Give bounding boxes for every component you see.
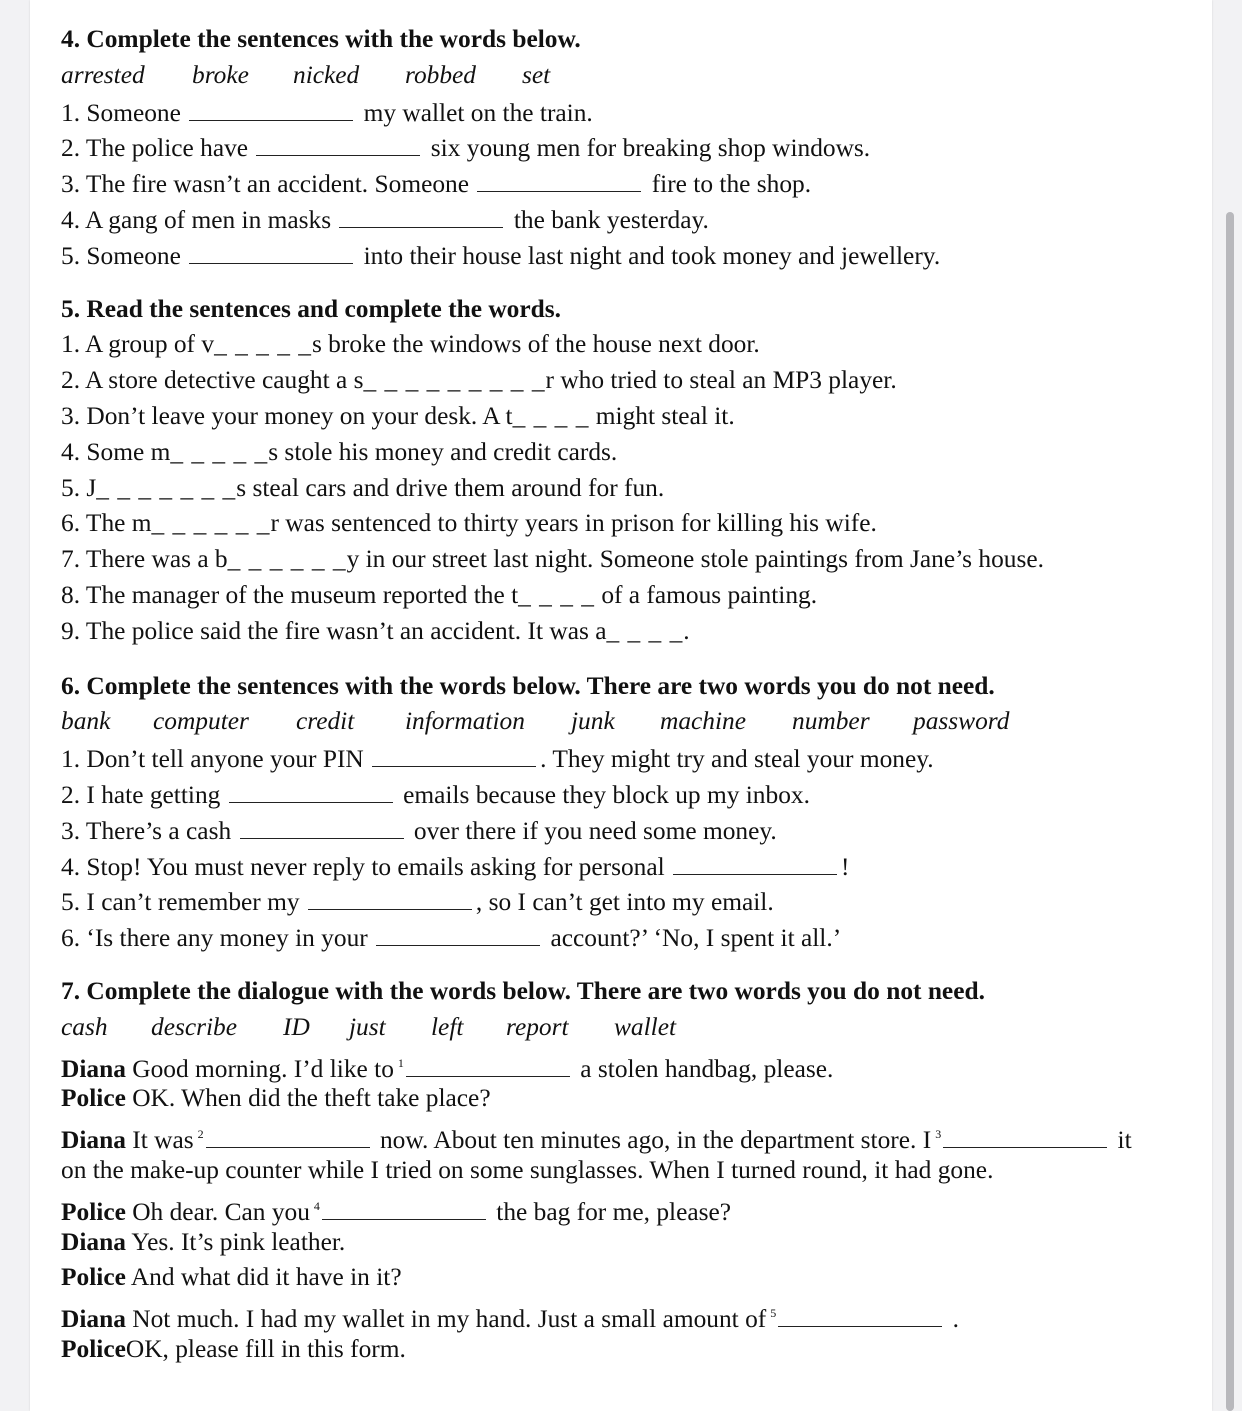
sentence-item: 2. A store detective caught a s_ _ _ _ _ _ _ _ _r who tried to steal an MP3 player.	[61, 366, 897, 395]
word-bank-item: just	[349, 1012, 386, 1041]
sentence-item: 4. Some m_ _ _ _ _s stole his money and credit cards.	[61, 437, 618, 466]
exercise-4-word-bank	[61, 58, 1201, 94]
dialogue-line: Diana Not much. I had my wallet in my hand. Just a small amount of $^5$ .	[61, 1296, 1201, 1332]
speaker-name: Diana	[61, 1126, 126, 1155]
dialogue-line: Diana Good morning. I’d like to $^1$ a stolen handbag, please.	[61, 1046, 1201, 1082]
answer-blank[interactable]	[376, 919, 540, 946]
letter-dashes[interactable]: _ _ _ _	[606, 616, 684, 645]
sentence-item: 2. The police have six young men for breaking shop windows.	[61, 129, 1201, 165]
sentence-item: 7. There was a b_ _ _ _ _ _y in our street last night. Someone stole paintings from Jane’s house.	[61, 545, 1044, 574]
word-bank-item: password	[913, 707, 1010, 736]
sentence-item: 6. ‘Is there any money in your account?’ ‘No, I spent it all.’	[61, 919, 1201, 955]
speaker-name: Police	[61, 1084, 126, 1113]
exercise-5-heading: 5. Read the sentences and complete the words.	[61, 294, 562, 323]
word-bank-item: credit	[296, 707, 355, 736]
word-bank-item: nicked	[293, 60, 360, 89]
word-bank-item: number	[792, 707, 870, 736]
letter-dashes[interactable]: _ _ _ _ _	[170, 437, 269, 466]
word-bank-item: computer	[153, 707, 249, 736]
word-bank-item: junk	[571, 707, 615, 736]
word-bank-item: wallet	[614, 1012, 677, 1041]
letter-dashes[interactable]: _ _ _ _ _	[214, 330, 312, 359]
word-bank-item: left	[431, 1012, 464, 1041]
exercise-7	[61, 974, 1201, 1368]
exercise-7-heading: 7. Complete the dialogue with the words below. There are two words you do not need.	[61, 976, 985, 1005]
sentence-item: 5. J_ _ _ _ _ _ _s steal cars and drive them around for fun.	[61, 473, 665, 502]
exercise-6-heading: 6. Complete the sentences with the words below. There are two words you do not need.	[61, 671, 995, 700]
dialogue-line: PoliceOK, please fill in this form.	[61, 1334, 406, 1363]
exercise-4-heading: 4. Complete the sentences with the words below.	[61, 25, 581, 53]
gap-number: 4	[313, 1198, 320, 1213]
word-bank-item: report	[506, 1012, 569, 1041]
exercise-4	[61, 22, 1201, 273]
letter-dashes[interactable]: _ _ _ _	[512, 401, 590, 430]
word-bank-item: information	[405, 707, 525, 736]
letter-dashes[interactable]: _ _ _ _ _ _ _ _ _	[363, 366, 546, 395]
gap-number: 1	[397, 1055, 404, 1070]
answer-blank[interactable]	[406, 1050, 570, 1077]
scrollbar-thumb[interactable]	[1226, 212, 1234, 1411]
answer-blank[interactable]	[229, 776, 393, 803]
sentence-item: 5. I can’t remember my , so I can’t get into my email.	[61, 883, 1201, 919]
exercise-6-word-bank	[61, 704, 1201, 740]
answer-blank[interactable]	[322, 1193, 486, 1220]
sentence-item: 4. A gang of men in masks the bank yesterday.	[61, 201, 1201, 237]
sentence-item: 1. Someone my wallet on the train.	[61, 94, 1201, 130]
word-bank-item: cash	[61, 1012, 108, 1041]
word-bank-item: arrested	[61, 60, 145, 89]
answer-blank[interactable]	[308, 883, 472, 910]
word-bank-item: bank	[61, 707, 111, 736]
sentence-item: 1. Don’t tell anyone your PIN . They might try and steal your money.	[61, 740, 1201, 776]
gap-number: 3	[935, 1127, 942, 1142]
speaker-name: Police	[61, 1197, 126, 1226]
dialogue-line: Diana It was $^2$ now. About ten minutes ago, in the department store. I $^3$ it	[61, 1117, 1201, 1153]
sentence-item: 3. The fire wasn’t an accident. Someone fire to the shop.	[61, 165, 1201, 201]
sentence-item: 3. There’s a cash over there if you need some money.	[61, 812, 1201, 848]
worksheet	[61, 22, 1201, 1387]
word-bank-item: describe	[151, 1012, 238, 1041]
speaker-name: Police	[61, 1334, 126, 1363]
dialogue-line: Police Oh dear. Can you $^4$ the bag for me, please?	[61, 1189, 1201, 1225]
answer-blank[interactable]	[240, 812, 404, 839]
gap-number: 5	[770, 1306, 777, 1321]
dialogue-line: Police And what did it have in it?	[61, 1263, 402, 1292]
answer-blank[interactable]	[673, 848, 837, 875]
gap-number: 2	[197, 1127, 204, 1142]
dialogue-line: Diana Yes. It’s pink leather.	[61, 1227, 346, 1256]
letter-dashes[interactable]: _ _ _ _ _ _ _	[96, 473, 237, 502]
letter-dashes[interactable]: _ _ _ _ _ _	[151, 509, 271, 538]
sentence-item: 1. A group of v_ _ _ _ _s broke the windows of the house next door.	[61, 330, 760, 359]
sentence-item: 9. The police said the fire wasn’t an accident. It was a_ _ _ _.	[61, 616, 690, 645]
answer-blank[interactable]	[206, 1121, 370, 1148]
exercise-6	[61, 669, 1201, 955]
sentence-item: 8. The manager of the museum reported the t_ _ _ _ of a famous painting.	[61, 580, 818, 609]
letter-dashes[interactable]: _ _ _ _	[518, 580, 595, 609]
answer-blank[interactable]	[943, 1121, 1107, 1148]
sentence-item: 5. Someone into their house last night and took money and jewellery.	[61, 237, 1201, 273]
sentence-item: 2. I hate getting emails because they block up my inbox.	[61, 776, 1201, 812]
speaker-name: Diana	[61, 1054, 126, 1083]
word-bank-item: set	[522, 60, 551, 89]
word-bank-item: broke	[192, 60, 249, 89]
word-bank-item: machine	[660, 707, 747, 736]
exercise-5	[61, 292, 1201, 650]
word-bank-item: robbed	[405, 60, 476, 89]
sentence-item: 6. The m_ _ _ _ _ _r was sentenced to thirty years in prison for killing his wife.	[61, 509, 877, 538]
answer-blank[interactable]	[189, 237, 353, 264]
answer-blank[interactable]	[778, 1300, 942, 1327]
answer-blank[interactable]	[256, 129, 420, 156]
answer-blank[interactable]	[372, 740, 536, 767]
answer-blank[interactable]	[339, 201, 503, 228]
sentence-item: 3. Don’t leave your money on your desk. A t_ _ _ _ might steal it.	[61, 401, 735, 430]
letter-dashes[interactable]: _ _ _ _ _ _	[227, 545, 347, 574]
word-bank-item: ID	[283, 1012, 310, 1041]
answer-blank[interactable]	[477, 165, 641, 192]
speaker-name: Police	[61, 1263, 126, 1292]
speaker-name: Diana	[61, 1227, 126, 1256]
sentence-item: 4. Stop! You must never reply to emails asking for personal !	[61, 848, 1201, 884]
speaker-name: Diana	[61, 1305, 126, 1334]
dialogue-line: on the make-up counter while I tried on some sunglasses. When I turned round, it had gone.	[61, 1155, 994, 1184]
exercise-7-word-bank	[61, 1010, 1201, 1046]
answer-blank[interactable]	[189, 94, 353, 121]
dialogue-line: Police OK. When did the theft take place?	[61, 1084, 491, 1113]
